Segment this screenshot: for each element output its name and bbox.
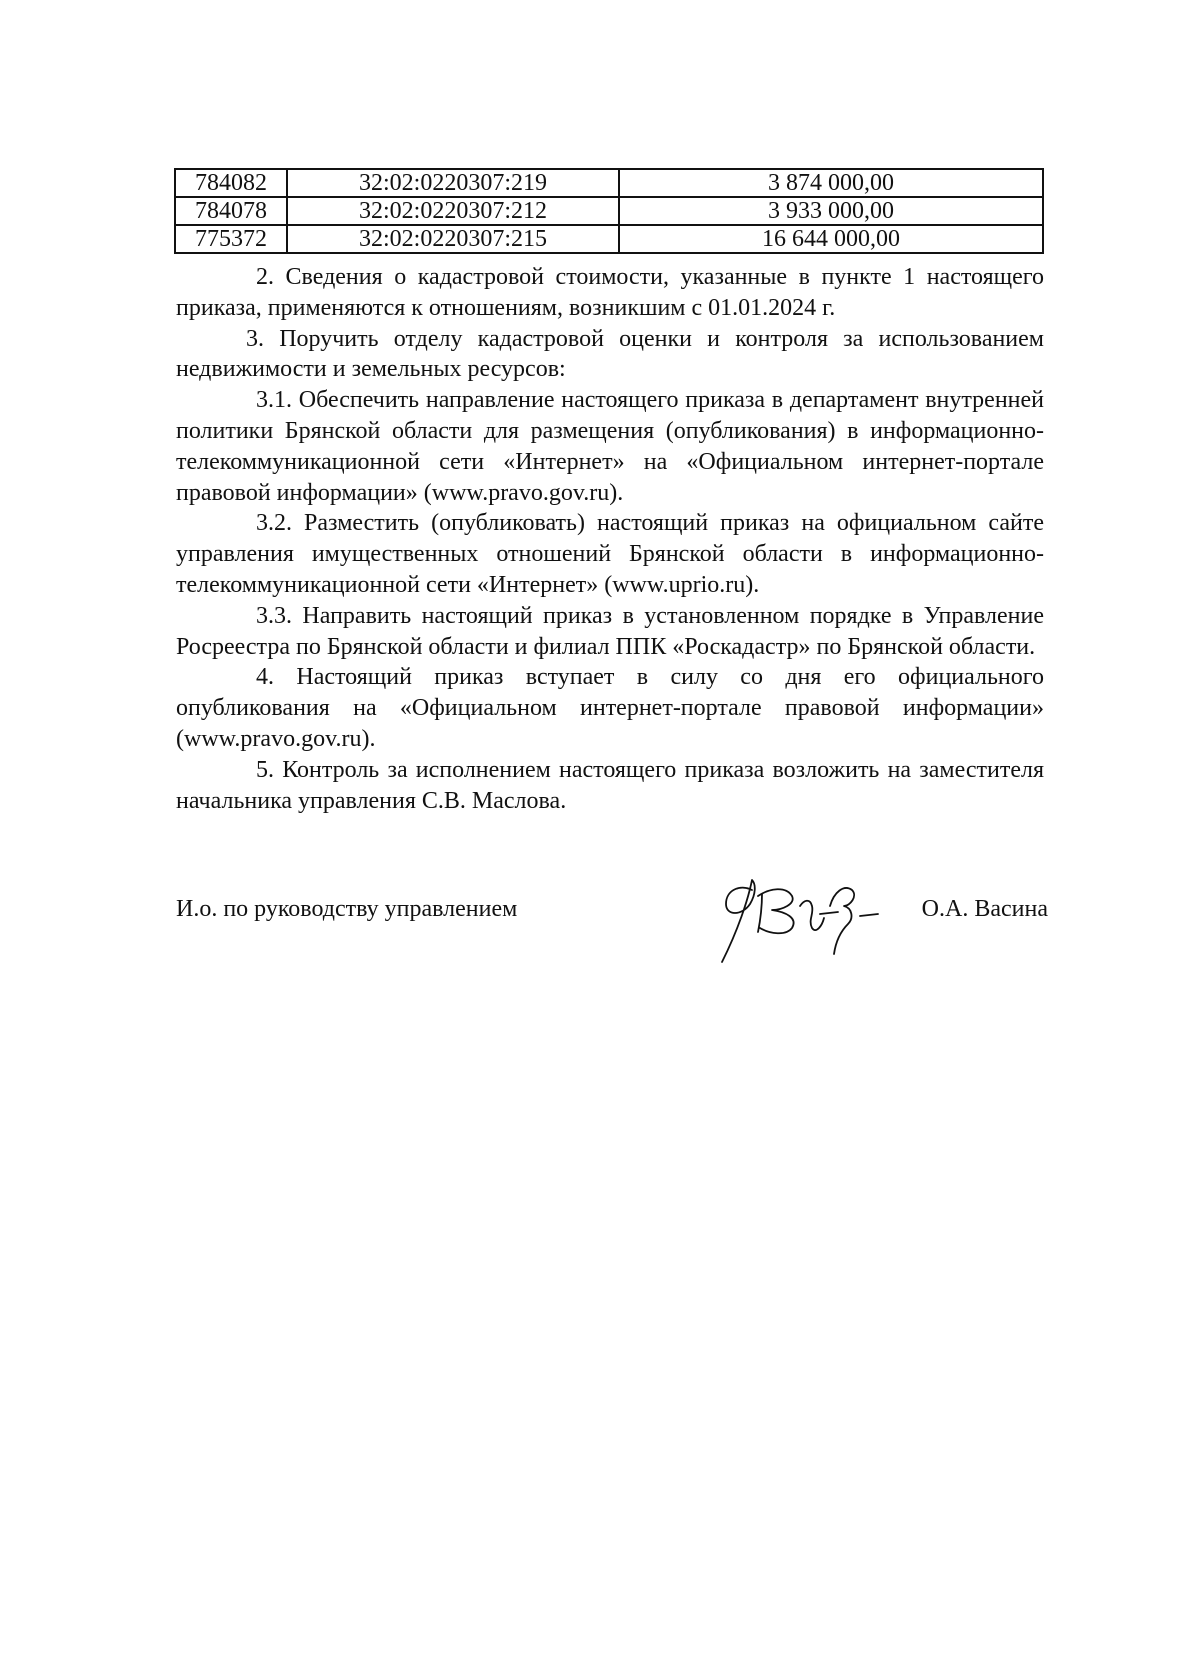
- signatory-title: И.о. по руководству управлением: [176, 896, 518, 922]
- order-body-text: [176, 262, 1044, 816]
- table-cell-id: 775372: [175, 225, 287, 253]
- table-cell-value: 3 874 000,00: [619, 169, 1043, 197]
- paragraph-5: 5. Контроль за исполнением настоящего приказа возложить на заместителя начальника управления С.В. Маслова.: [176, 756, 1044, 814]
- table-row: [175, 169, 1043, 197]
- paragraph-2: 2. Сведения о кадастровой стоимости, указанные в пункте 1 настоящего приказа, применяются к отношениям, возникшим с 01.01.2024 г.: [176, 264, 1044, 321]
- paragraph-3: 3. Поручить отделу кадастровой оценки и контроля за использованием недвижимости и земельных ресурсов:: [176, 325, 1044, 383]
- paragraph-3-1: 3.1. Обеспечить направление настоящего приказа в департамент внутренней политики Брянской области для размещения (опубликования) в информационно-телекоммуникационной сети «Интернет» на «Официальном интернет-портале правовой информации» (www.pravo.gov.ru).: [176, 387, 1044, 506]
- table-cell-cadastral-number: 32:02:0220307:212: [287, 197, 619, 225]
- table-cell-cadastral-number: 32:02:0220307:215: [287, 225, 619, 253]
- signatory-name: О.А. Васина: [921, 896, 1048, 922]
- paragraph-4: 4. Настоящий приказ вступает в силу со дня его официального опубликования на «Официальном интернет-портале правовой информации» (www.pravo.gov.ru).: [176, 664, 1044, 752]
- table-cell-value: 16 644 000,00: [619, 225, 1043, 253]
- table-cell-id: 784082: [175, 169, 287, 197]
- table-row: [175, 225, 1043, 253]
- table-row: [175, 197, 1043, 225]
- table-cell-value: 3 933 000,00: [619, 197, 1043, 225]
- table-cell-id: 784078: [175, 197, 287, 225]
- cadastral-value-table: [174, 168, 1044, 254]
- paragraph-3-2: 3.2. Разместить (опубликовать) настоящий приказ на официальном сайте управления имущественных отношений Брянской области в информационно-телекоммуникационной сети «Интернет» (www.uprio.ru).: [176, 510, 1044, 598]
- paragraph-3-3: 3.3. Направить настоящий приказ в установленном порядке в Управление Росреестра по Брянской области и филиал ППК «Роскадастр» по Брянской области.: [176, 602, 1044, 660]
- handwritten-signature: [712, 870, 887, 970]
- table-cell-cadastral-number: 32:02:0220307:219: [287, 169, 619, 197]
